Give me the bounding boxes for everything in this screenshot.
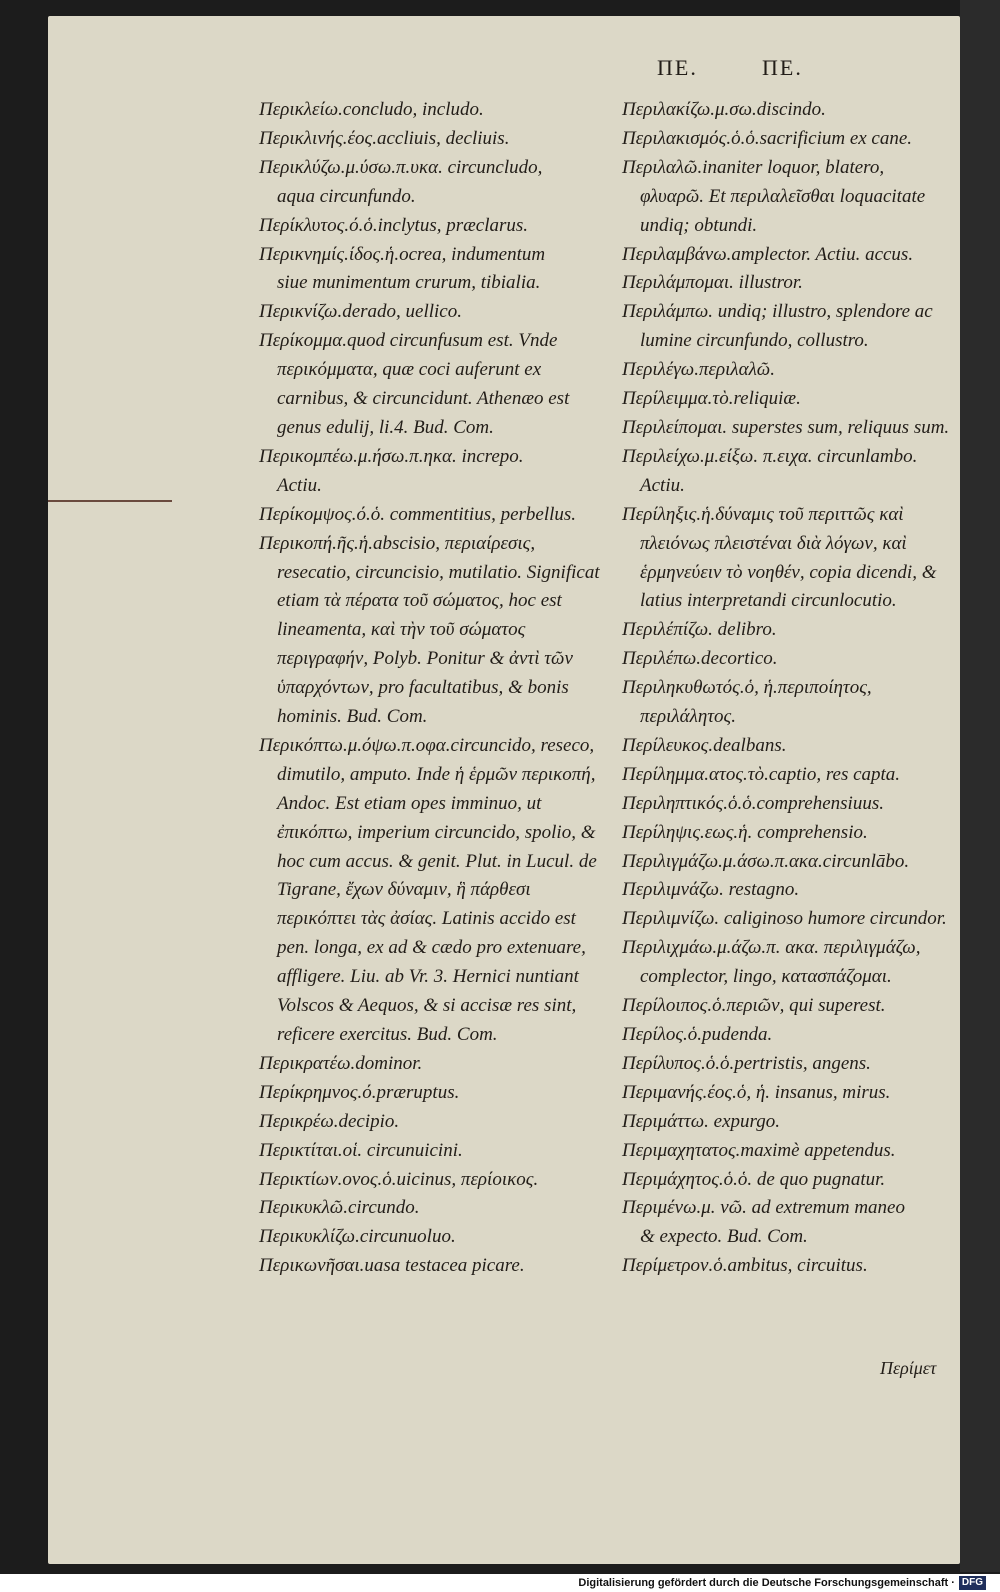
dictionary-entry: Περικόπτω.μ.όψω.π.οφα.circuncido, reseco, dimutilo, amputo. Inde ἡ ἑρμῶν περικοπή, Andoc. Est etiam opes imminuo, ut ἐπικόπτω, imperium circuncido, spolio, & hoc cum accus. & genit. Plut. in Lucul. de Tigrane, ἔχων δύναμιν, ἣ πάρθεσι περικόπτει τὰς ἀσίας. Latinis accido est pen. longa, ex ad & cædo pro extenuare, affligere. Liu. ab Vr. 3. Hernici nuntiant Volscos & Aequos, & si accisæ res sint, reficere exercitus. Bud. Com. — [259, 734, 597, 1045]
footer-bar — [0, 1574, 1000, 1592]
dictionary-entry: Περίλυπος.ὁ.ὁ.pertristis, angens. — [622, 1052, 871, 1074]
dictionary-entry: Περίλοιπος.ὁ.περιῶν, qui superest. — [622, 995, 886, 1017]
dictionary-entry: Περιλέγω.περιλαλῶ. — [622, 359, 775, 381]
dictionary-entry: Περίλευκος.dealbans. — [622, 734, 787, 756]
scan-edge — [960, 0, 1000, 1572]
left-entries — [259, 96, 609, 1281]
dictionary-entry: Περιλιχμάω.μ.άζω.π. ακα. περιλιγμάζω, complector, lingo, κατασπάζομαι. — [622, 937, 921, 988]
catchword: Περίμετ — [880, 1358, 937, 1378]
dictionary-entry: Περιλακίζω.μ.σω.discindo. — [622, 99, 826, 120]
dictionary-entry: Περιμένω.μ. νῶ. ad extremum maneo & expecto. Bud. Com. — [622, 1197, 905, 1248]
dictionary-entry: Περιλάμπω. undiq; illustro, splendore ac lumine circunfundo, collustro. — [622, 301, 933, 352]
right-running-head: ΠΕ. — [762, 55, 803, 80]
margin-mark — [48, 500, 172, 502]
dictionary-entry: Περίλημμα.ατος.τὸ.captio, res capta. — [622, 763, 901, 785]
dfg-logo: DFG — [959, 1576, 986, 1590]
dictionary-entry: Περιλαμβάνω.amplector. Actiu. accus. — [622, 243, 914, 265]
dictionary-entry: Περικνημίς.ίδος.ἡ.ocrea, indumentum siue munimentum crurum, tibialia. — [259, 243, 546, 294]
dictionary-entry: Περιλείπομαι. superstes sum, reliquus sum. — [622, 416, 950, 438]
dictionary-entry: Περικρατέω.dominor. — [259, 1052, 423, 1074]
dictionary-entry: Περικυκλίζω.circunuoluo. — [259, 1226, 456, 1248]
dictionary-entry: Περίκομμα.quod circunfusum est. Vnde περικόμματα, quæ coci auferunt ex carnibus, & circuncidunt. Athenæo est genus edulij, li.4. Bud. Com. — [259, 330, 570, 438]
dictionary-entry: Περίληξις.ἡ.δύναμις τοῦ περιττῶς καὶ πλειόνως πλειστέναι διὰ λόγων, καὶ ἑρμηνεύειν τὸ νοηθέν, copia dicendi, & latius interpretandi circunlocutio. — [622, 503, 937, 612]
dictionary-entry: Περιλιμνίζω. caliginoso humore circundor. — [622, 908, 947, 930]
dictionary-entry: Περίλος.ὁ.pudenda. — [622, 1024, 773, 1045]
dictionary-entry: Περίκλυτος.ό.ὁ.inclytus, præclarus. — [259, 214, 529, 236]
right-entries — [622, 96, 952, 1281]
dictionary-entry: Περιλαλῶ.inaniter loquor, blatero, φλυαρῶ. Et περιλαλεῖσθαι loquacitate undiq; obtundi. — [622, 156, 926, 236]
dictionary-entry: Περικυκλῶ.circundo. — [259, 1197, 420, 1219]
dictionary-entry: Περίκρημνος.ό.præruptus. — [259, 1081, 460, 1103]
dictionary-entry: Περιλέπω.decortico. — [622, 648, 778, 670]
dictionary-entry: Περιληκυθωτός.ὁ, ἡ.περιποίητος, περιλάλητος. — [622, 677, 872, 728]
dictionary-entry: Περικλείω.concludo, includo. — [259, 99, 484, 120]
dictionary-entry: Περικτίται.οἱ. circunuicini. — [259, 1139, 463, 1161]
dictionary-entry: Περίκομψος.ό.ὁ. commentitius, perbellus. — [259, 503, 577, 525]
dictionary-entry: Περιμάχητος.ὁ.ὁ. de quo pugnatur. — [622, 1168, 886, 1190]
dictionary-entry: Περικλύζω.μ.ύσω.π.υκα. circuncludo, aqua circunfundo. — [259, 156, 543, 207]
dictionary-entry: Περικρέω.decipio. — [259, 1110, 400, 1132]
left-running-head: ΠΕ. — [657, 55, 698, 80]
dictionary-entry: Περιλείχω.μ.είξω. π.ειχα. circunlambo. Actiu. — [622, 445, 918, 496]
dictionary-entry: Περιμαχητατος.maximè appetendus. — [622, 1139, 896, 1161]
dictionary-entry: Περίληψις.εως.ἡ. comprehensio. — [622, 821, 868, 843]
dictionary-entry: Περιμανής.έος.ὁ, ἡ. insanus, mirus. — [622, 1081, 891, 1103]
dictionary-entry: Περιλακισμός.ὁ.ὁ.sacrificium ex cane. — [622, 127, 913, 149]
dictionary-entry: Περιμάττω. expurgo. — [622, 1110, 780, 1132]
dictionary-entry: Περιλέπίζω. delibro. — [622, 619, 777, 641]
dictionary-entry: Περικοπή.ῆς.ἡ.abscisio, περιαίρεσις, resecatio, circuncisio, mutilatio. Significat etiam τὰ πέρατα τοῦ σώματος, hoc est lineamenta, καὶ τὴν τοῦ σώματος περιγραφήν, Polyb. Ponitur & ἀντὶ τῶν ὑπαρχόντων, pro facultatibus, & bonis hominis. Bud. Com. — [259, 532, 600, 728]
dictionary-entry: Περίμετρον.ὁ.ambitus, circuitus. — [622, 1255, 868, 1277]
footer-credit: Digitalisierung gefördert durch die Deutsche Forschungsgemeinschaft · — [578, 1577, 955, 1589]
dictionary-entry: Περικωνῆσαι.uasa testacea picare. — [259, 1255, 525, 1277]
dictionary-entry: Περίλειμμα.τὸ.reliquiæ. — [622, 388, 801, 410]
dictionary-entry: Περικομπέω.μ.ήσω.π.ηκα. increpo. Actiu. — [259, 445, 524, 496]
dictionary-entry: Περικνίζω.derado, uellico. — [259, 301, 462, 323]
dictionary-entry: Περικτίων.ονος.ὁ.uicinus, περίοικος. — [259, 1168, 539, 1190]
dictionary-entry: Περιλιμνάζω. restagno. — [622, 879, 800, 901]
dictionary-entry: Περιλιγμάζω.μ.άσω.π.ακα.circunlābo. — [622, 850, 910, 872]
dictionary-entry: Περικλινής.έος.accliuis, decliuis. — [259, 127, 510, 149]
dictionary-entry: Περιληπτικός.ὁ.ὁ.comprehensiuus. — [622, 792, 884, 814]
dictionary-entry: Περιλάμπομαι. illustror. — [622, 272, 803, 294]
